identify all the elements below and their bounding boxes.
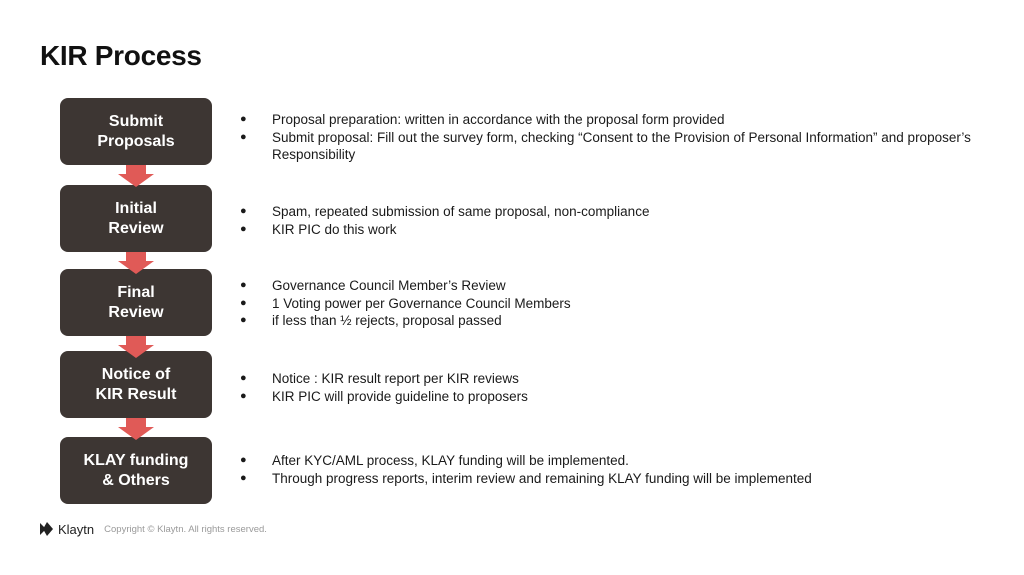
step-submit-proposals (60, 98, 212, 165)
page-title: KIR Process (40, 40, 202, 71)
copyright-text: Copyright © Klaytn. All rights reserved. (104, 523, 267, 535)
step-label-line: Submit (108, 112, 164, 130)
step-label-line: KLAY funding (83, 451, 189, 469)
bullet-list-submit-proposals (240, 111, 980, 164)
down-arrow-icon (115, 252, 157, 274)
bullet-item: ● KIR PIC will provide guideline to proposers (240, 388, 980, 406)
klaytn-logo-icon (38, 521, 54, 537)
brand-name: Klaytn (58, 521, 95, 537)
bullet-item: ● KIR PIC do this work (240, 221, 980, 239)
bullet-item: ● Submit proposal: Fill out the survey form, checking “Consent to the Provision of Personal Information” and proposer’s Responsibility (240, 129, 980, 164)
bullet-item: ● if less than ½ rejects, proposal passed (240, 312, 980, 330)
step-klay-funding-others (60, 437, 212, 504)
step-label-line: Initial (115, 199, 157, 217)
step-label-line: Notice of (101, 365, 171, 383)
step-label-line: Review (108, 303, 164, 321)
down-arrow-icon (115, 418, 157, 440)
bullet-list-klay-funding-others (240, 452, 980, 487)
step-label-line: KIR Result (95, 385, 177, 403)
bullet-item: ● Spam, repeated submission of same proposal, non-compliance (240, 203, 980, 221)
bullet-item: ● Governance Council Member’s Review (240, 277, 980, 295)
down-arrow-icon (115, 165, 157, 187)
footer (38, 521, 267, 537)
step-initial-review (60, 185, 212, 252)
step-final-review (60, 269, 212, 336)
bullet-item: ● 1 Voting power per Governance Council Members (240, 295, 980, 313)
bullet-item: ● Through progress reports, interim review and remaining KLAY funding will be implemented (240, 470, 980, 488)
step-label-line: Proposals (97, 132, 175, 150)
bullet-list-final-review (240, 277, 980, 330)
bullet-item: ● Notice : KIR result report per KIR reviews (240, 370, 980, 388)
bullet-item: ● After KYC/AML process, KLAY funding will be implemented. (240, 452, 980, 470)
bullet-list-notice-of-kir-result (240, 370, 980, 405)
down-arrow-icon (115, 336, 157, 358)
step-notice-of-kir-result (60, 351, 212, 418)
bullet-item: ● Proposal preparation: written in accordance with the proposal form provided (240, 111, 980, 129)
step-label-line: & Others (102, 471, 170, 489)
step-label-line: Final (117, 283, 155, 301)
bullet-list-initial-review (240, 203, 980, 238)
step-label-line: Review (108, 219, 164, 237)
